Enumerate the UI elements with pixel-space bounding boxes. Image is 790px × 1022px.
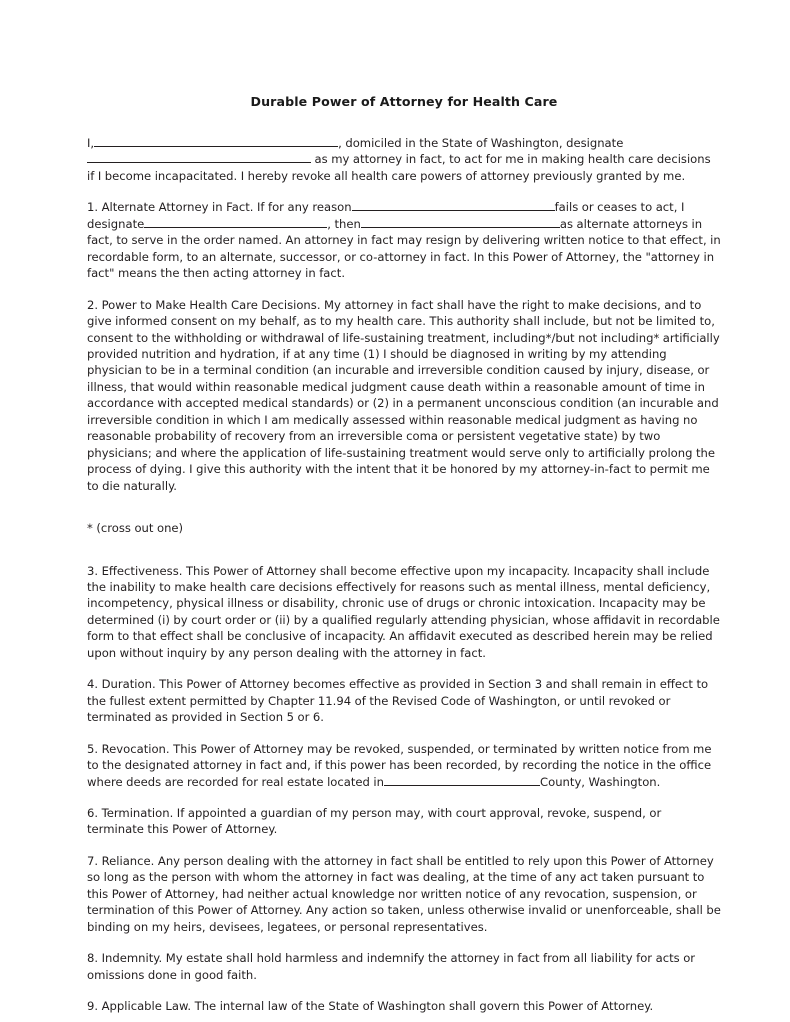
paragraph-section-2-health-care-decisions: 2. Power to Make Health Care Decisions. My attorney in fact shall have the right to make decisions, and to give informed consent on my behalf, as to my health care. This authority shall include, but not be limited to, consent to the withholding or withdrawal of life-sustaining treatment, including*/but not including* artificially provided nutrition and hydration, if at any time (1) I should be diagnosed in writing by my attending physician to be in a terminal condition (an incurable and irreversible condition caused by injury, disease, or illness, that would within reasonable medical judgment cause death within a reasonable amount of time in accordance with accepted medical standards) or (2) in a permanent unconscious condition (an incurable and irreversible condition in which I am medically assessed within reasonable medical judgment as having no reasonable probability of recovery from an irreversible coma or persistent vegetative state) by two physicians; and where the application of life-sustaining treatment would serve only to artificially prolong the process of dying. I give this authority with the intent that it be honored by my attorney-in-fact to permit me to die naturally. (87, 297, 720, 493)
paragraph-section-6-termination: 6. Termination. If appointed a guardian of my person may, with court approval, revoke, suspend, or terminate this Power of Attorney. (87, 805, 662, 837)
section-5-text-part-1: 5. Revocation. This Power of Attorney may be revoked, suspended, or terminated by written notice from me to the designated attorney in fact and, if this power has been recorded, by recording the notice in the office where deeds are recorded for real estate located in (87, 741, 712, 789)
first-alternate-name-blank[interactable] (144, 216, 327, 228)
section-5-text-part-2: County, Washington. (540, 774, 661, 789)
page-title: Durable Power of Attorney for Health Care (250, 94, 558, 109)
intro-text-after-attorney-blank: as my attorney in fact, to act for me in making health care decisions if I become incapacitated. I hereby revoke all health care powers of attorney previously granted by me. (87, 152, 711, 183)
section-1-text-part-2: fails or ceases to act, I designate (87, 200, 685, 231)
principal-name-blank[interactable] (94, 135, 338, 147)
paragraph-section-8-indemnity: 8. Indemnity. My estate shall hold harmless and indemnify the attorney in fact from all liability for acts or omissions done in good faith. (87, 951, 696, 982)
paragraph-cross-out-note: * (cross out one) (87, 521, 184, 536)
intro-text-after-name-blank: , domiciled in the State of Washington, designate (338, 136, 624, 150)
paragraph-section-9-applicable-law: 9. Applicable Law. The internal law of the State of Washington shall govern this Power of Attorney. (87, 999, 654, 1014)
second-alternate-name-blank[interactable] (361, 216, 560, 228)
section-1-text-part-3: , then (327, 216, 361, 231)
paragraph-section-1-alternate-attorney (87, 199, 721, 281)
paragraph-introduction (87, 135, 721, 184)
section-1-text-part-1: 1. Alternate Attorney in Fact. If for any reason (87, 200, 352, 215)
paragraph-section-5-revocation (87, 741, 721, 790)
document-body (87, 94, 721, 1014)
county-blank[interactable] (384, 774, 540, 786)
paragraph-section-3-effectiveness: 3. Effectiveness. This Power of Attorney shall become effective upon my incapacity. Incapacity shall include the inability to make health care decisions effectively for reasons such as mental illness, mental deficiency, incompetency, physical illness or disability, chronic use of drugs or chronic intoxication. Incapacity may be determined (i) by court order or (ii) by a qualified regularly attending physician, whose affidavit in recordable form to that effect shall be conclusive of incapacity. An affidavit executed as described herein may be relied upon without inquiry by any person dealing with the attorney in fact. (87, 563, 720, 660)
section-1-text-part-4: as alternate attorneys in fact, to serve in the order named. An attorney in fact may resign by delivering written notice to that effect, in recordable form, to an alternate, successor, or co-attorney in fact. In this Power of Attorney, the "attorney in fact" means the then acting attorney in fact. (87, 216, 721, 281)
paragraph-section-7-reliance: 7. Reliance. Any person dealing with the attorney in fact shall be entitled to rely upon this Power of Attorney so long as the person with whom the attorney in fact was dealing, at the time of any act taken pursuant to this Power of Attorney, had neither actual knowledge nor written notice of any revocation, suspension, or termination of this Power of Attorney. Any action so taken, unless otherwise invalid or unenforceable, shall be binding on my heirs, devisees, legatees, or personal representatives. (87, 853, 721, 934)
paragraph-section-4-duration: 4. Duration. This Power of Attorney becomes effective as provided in Section 3 and shall remain in effect to the fullest extent permitted by Chapter 11.94 of the Revised Code of Washington, or until revoked or terminated as provided in Section 5 or 6. (87, 677, 709, 725)
intro-text-before-name-blank: I, (87, 136, 95, 150)
alternate-reason-blank[interactable] (352, 200, 555, 212)
attorney-in-fact-name-blank[interactable] (87, 152, 311, 164)
